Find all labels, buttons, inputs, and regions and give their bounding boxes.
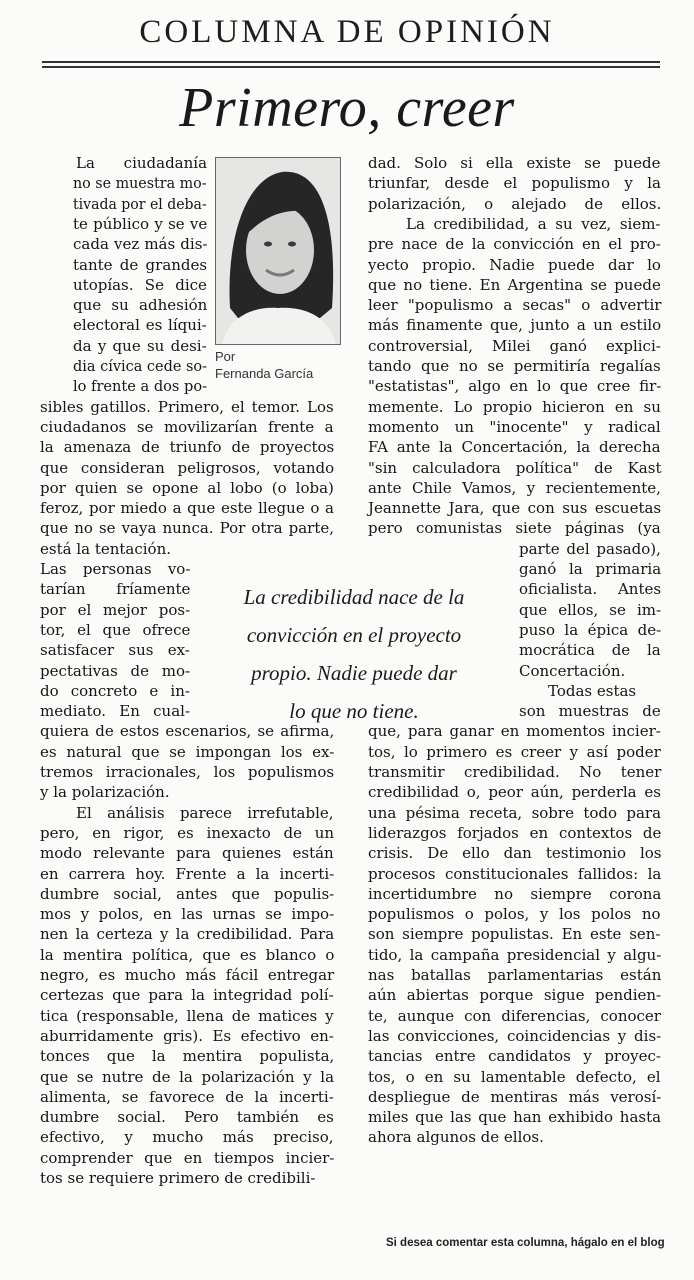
text-line: leer "populismo a secas" o advertir bbox=[368, 296, 662, 315]
text-line: La credibilidad, a su vez, siem- bbox=[406, 214, 661, 233]
text-line: alimenta, se favorece de la incerti- bbox=[40, 1087, 334, 1106]
pull-quote-line: propio. Nadie puede dar bbox=[251, 661, 457, 685]
text-line: triunfar, desde el populismo y la bbox=[368, 174, 661, 193]
text-line: despliegue de mentiras más verosí- bbox=[368, 1087, 662, 1106]
text-line: Jeannette Jara, que con sus escuetas bbox=[368, 499, 662, 518]
text-line: tido, la campaña presidencial y algu- bbox=[368, 945, 662, 964]
text-line: transmitir credibilidad. No tener bbox=[368, 763, 662, 781]
byline-prefix: Por bbox=[215, 349, 236, 364]
text-line: aburridamente gris). Es efectivo en- bbox=[40, 1026, 334, 1045]
text-line: por quien se opone al lobo (o loba) bbox=[40, 478, 334, 497]
text-line: pectativas de mo- bbox=[40, 661, 191, 680]
text-line: tos, lo primero es creer y así poder bbox=[368, 742, 661, 761]
text-line: sibles gatillos. Primero, el temor. Los bbox=[40, 397, 334, 416]
author-portrait bbox=[216, 158, 340, 344]
text-line: que se nutre de la polarización y la bbox=[40, 1067, 335, 1086]
byline bbox=[215, 348, 345, 382]
text-line: procesos constitucionales fallidos: la bbox=[368, 864, 662, 883]
text-line: tica (responsable, llena de matices y bbox=[40, 1006, 334, 1025]
text-line: certezas que para la integridad polí- bbox=[40, 986, 334, 1005]
text-line: quiera de estos escenarios, se afirma, bbox=[40, 722, 335, 741]
text-line: ciudadanos se movilizarían frente a bbox=[40, 417, 334, 436]
text-line: por el mejor pos- bbox=[40, 600, 191, 619]
text-line: controversial, Milei ganó explici- bbox=[368, 336, 661, 355]
text-line: dumbre social, antes que populis- bbox=[40, 884, 335, 903]
text-line: La ciudadanía bbox=[76, 154, 208, 172]
text-line: liderazgos forjados en contextos de bbox=[368, 823, 662, 842]
text-line: "estatistas", algo en lo que cree fir- bbox=[368, 377, 662, 396]
text-line: tremos irracionales, los populismos bbox=[40, 763, 335, 781]
text-line: dumbre social. Pero también es bbox=[40, 1108, 334, 1127]
text-line: satisfacer sus ex- bbox=[40, 641, 190, 660]
text-line: pre nace de la convicción en el pro- bbox=[368, 235, 661, 254]
text-line: Todas estas bbox=[548, 681, 637, 700]
text-line: mediato. En cual- bbox=[40, 702, 191, 721]
text-line: nas batallas parlamentarias están bbox=[368, 966, 662, 984]
pull-quote-line: La credibilidad nace de la bbox=[243, 585, 465, 609]
text-line: Concertación. bbox=[519, 661, 626, 680]
text-line: es natural que se impongan los ex- bbox=[40, 742, 335, 761]
text-line: memente. Lo propio hicieron en su bbox=[368, 397, 661, 416]
text-line: tante de grandes bbox=[73, 255, 208, 274]
text-line: electoral es líqui- bbox=[73, 316, 207, 335]
text-line: puso la épica de- bbox=[519, 620, 662, 639]
text-line: tancias entre candidatos y proyec- bbox=[368, 1047, 661, 1066]
text-line: utopías. Se dice bbox=[73, 275, 207, 294]
text-line: credibilidad o, peor aún, perderla es bbox=[368, 783, 661, 802]
text-line: son siempre populistas. En este sen- bbox=[368, 925, 661, 944]
text-line: FA ante la Concertación, la derecha bbox=[368, 438, 661, 457]
text-line: oficialista. Antes bbox=[519, 580, 662, 599]
text-line: que no tiene. En Argentina se puede bbox=[368, 275, 661, 294]
text-line: negro, es mucho más fácil entregar bbox=[40, 966, 335, 984]
text-line: tos, o en su lamentable defecto, el bbox=[368, 1067, 661, 1086]
text-line: tor, el que ofrece bbox=[40, 620, 191, 639]
text-line: ganó la primaria bbox=[519, 560, 662, 578]
text-line: do concreto e in- bbox=[40, 681, 190, 700]
text-line: populismos o polos, y los polos no bbox=[368, 905, 661, 924]
text-line: yecto propio. Nadie puede dar lo bbox=[368, 255, 661, 274]
text-line: dia cívica cede so- bbox=[73, 357, 208, 375]
pull-quote-line: convicción en el proyecto bbox=[246, 623, 462, 647]
pull-quote-line: lo que no tiene. bbox=[289, 699, 419, 723]
text-line: ahora algunos de ellos. bbox=[368, 1128, 544, 1147]
text-line: da y que su desi- bbox=[73, 336, 207, 355]
text-line: efectivo, y mucho más preciso, bbox=[40, 1128, 334, 1147]
text-line: más finamente que, junto a un estilo bbox=[368, 316, 662, 335]
text-line: Las personas vo- bbox=[40, 560, 191, 578]
author-photo bbox=[215, 157, 341, 345]
text-line: que ellos, se im- bbox=[519, 600, 662, 619]
text-line: en carrera hoy. Frente a la incerti- bbox=[40, 864, 335, 883]
text-line: momento un "inocente" y radical bbox=[368, 417, 661, 436]
text-line: que su adhesión bbox=[73, 296, 208, 315]
footer-note: Si desea comentar esta columna, hágalo en el blog bbox=[386, 1237, 665, 1249]
text-line: crisis. De ello dan testimonio los bbox=[368, 844, 662, 863]
text-line: nen la certeza y la credibilidad. Para bbox=[40, 925, 335, 944]
text-line: comprender que en tiempos incier- bbox=[40, 1148, 335, 1167]
text-line: te, aunque con diferencias, conocer bbox=[368, 1006, 661, 1025]
text-line: no se muestra mo- bbox=[73, 174, 207, 193]
text-line: que no se vaya nunca. Por otra parte, bbox=[40, 519, 334, 538]
text-line: modo relevante para quienes están bbox=[40, 844, 334, 863]
text-line: tando que no se permitiría regalías bbox=[368, 357, 661, 375]
text-line: tos se requiere primero de credibili- bbox=[40, 1169, 316, 1187]
section-title: COLUMNA DE OPINIÓN bbox=[139, 14, 555, 50]
text-line: está la tentación. bbox=[40, 539, 172, 558]
text-line: las convicciones, coincidencias y dis- bbox=[368, 1026, 662, 1045]
text-line: pero, en rigor, es inexacto de un bbox=[40, 823, 335, 842]
text-line: miles que las que han exhibido hasta bbox=[368, 1108, 662, 1127]
text-line: tonces que la mentira populista, bbox=[40, 1047, 335, 1066]
text-line: pero comunistas siete páginas (ya bbox=[368, 519, 661, 538]
text-line: incertidumbre no siempre corona bbox=[368, 884, 662, 903]
text-line: feroz, por miedo a que este llegue o a bbox=[40, 499, 334, 518]
pull-quote bbox=[220, 578, 488, 730]
text-line: "sin calculadora política" de Kast bbox=[368, 458, 662, 477]
text-line: tivada por el deba- bbox=[73, 194, 207, 213]
text-line: son muestras de bbox=[519, 702, 661, 721]
text-line: cada vez más dis- bbox=[73, 235, 208, 254]
text-line: mocrática de la bbox=[519, 641, 661, 660]
text-line: dad. Solo si ella existe se puede bbox=[368, 154, 661, 172]
text-line: ante Chile Vamos, y recientemente, bbox=[368, 478, 661, 497]
text-line: polarización, o alejado de ellos. bbox=[368, 194, 662, 213]
text-line: la mentira política, que es blanco o bbox=[40, 945, 335, 964]
text-line: una pésima receta, sobre todo para bbox=[368, 803, 662, 822]
text-line: mos y polos, en las urnas se impo- bbox=[40, 905, 335, 924]
section-rule-top bbox=[42, 61, 660, 63]
text-line: aún abiertas porque sigue pendien- bbox=[368, 986, 662, 1005]
text-line: tarían fríamente bbox=[40, 580, 191, 599]
text-line: parte del pasado), bbox=[519, 539, 661, 558]
text-line: que consideran peligrosos, votando bbox=[40, 458, 335, 477]
text-line: que, para ganar en momentos incier- bbox=[368, 722, 661, 741]
text-line: y la polarización. bbox=[40, 783, 170, 802]
byline-author: Fernanda García bbox=[215, 366, 314, 381]
text-line: lo frente a dos po- bbox=[73, 377, 208, 396]
text-line: la amenaza de triunfo de proyectos bbox=[40, 438, 335, 457]
text-line: te público y se ve bbox=[73, 214, 208, 233]
section-rule-bottom bbox=[42, 66, 660, 68]
text-line: El análisis parece irrefutable, bbox=[76, 803, 334, 822]
headline: Primero, creer bbox=[179, 77, 515, 139]
